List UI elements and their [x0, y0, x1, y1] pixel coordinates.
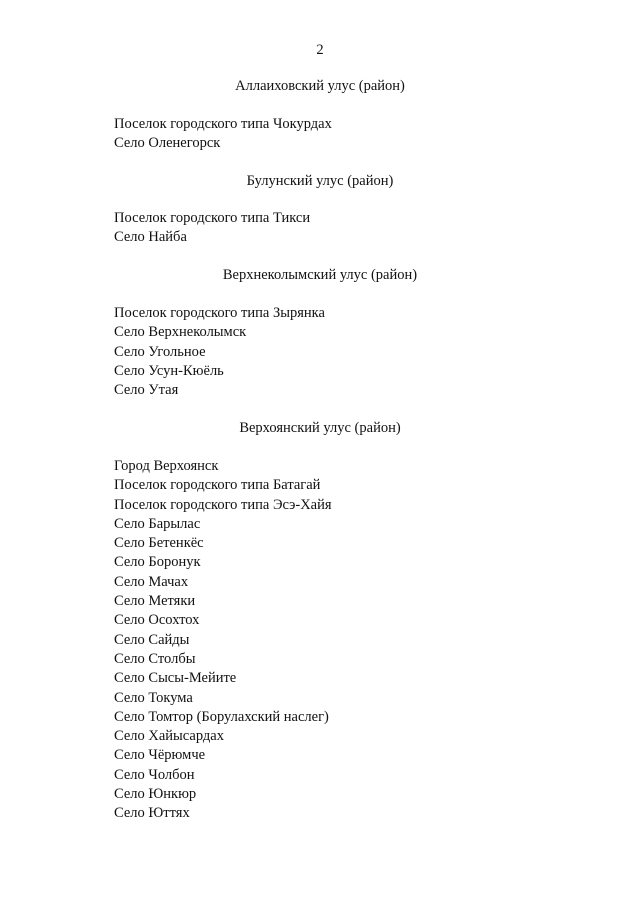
- list-item: Село Осохтох: [114, 612, 200, 629]
- list-item: Поселок городского типа Батагай: [114, 477, 321, 494]
- list-item: Село Оленегорск: [114, 135, 221, 152]
- list-item: Село Чёрюмче: [114, 747, 206, 764]
- list-item: Село Бетенкёс: [114, 535, 204, 552]
- list-item: Село Угольное: [114, 343, 206, 360]
- list-item: Село Усун-Кюёль: [114, 362, 224, 379]
- section-heading-verkhoyansky: Верхоянский улус (район): [239, 420, 401, 436]
- settlement-list-verkhnekolymsky: [114, 304, 325, 400]
- list-item: Поселок городского типа Эсэ-Хайя: [114, 496, 332, 513]
- list-item: Село Утая: [114, 382, 179, 399]
- section-heading-bulunsky: Булунский улус (район): [246, 173, 394, 189]
- list-item: Село Юттях: [114, 805, 190, 822]
- list-item: Село Барылас: [114, 515, 201, 532]
- section-heading-verkhnekolymsky: Верхнеколымский улус (район): [222, 267, 418, 283]
- list-item: Село Юнкюр: [114, 786, 197, 803]
- settlement-list-bulunsky: [114, 209, 310, 248]
- list-item: Село Столбы: [114, 650, 196, 667]
- list-item: Село Найба: [114, 229, 187, 246]
- list-item: Село Хайысардах: [114, 728, 224, 745]
- list-item: Село Метяки: [114, 593, 196, 610]
- list-item: Село Токума: [114, 689, 193, 706]
- list-item: Поселок городского типа Тикси: [114, 210, 311, 226]
- section-heading-allaikhovsky: Аллаиховский улус (район): [235, 78, 405, 94]
- list-item: Село Томтор (Борулахский наслег): [114, 708, 329, 725]
- list-item: Поселок городского типа Зырянка: [114, 305, 325, 321]
- list-item: Город Верхоянск: [114, 458, 219, 474]
- list-item: Село Боронук: [114, 554, 201, 571]
- page-number: 2: [316, 42, 324, 58]
- settlement-list-verkhoyansky: [114, 457, 332, 824]
- list-item: Село Сысы-Мейите: [114, 670, 237, 687]
- list-item: Село Мачах: [114, 573, 189, 590]
- list-item: Село Чолбон: [114, 766, 195, 783]
- settlement-list-allaikhovsky: [114, 115, 332, 154]
- list-item: Поселок городского типа Чокурдах: [114, 116, 332, 132]
- list-item: Село Сайды: [114, 631, 190, 648]
- list-item: Село Верхнеколымск: [114, 324, 247, 341]
